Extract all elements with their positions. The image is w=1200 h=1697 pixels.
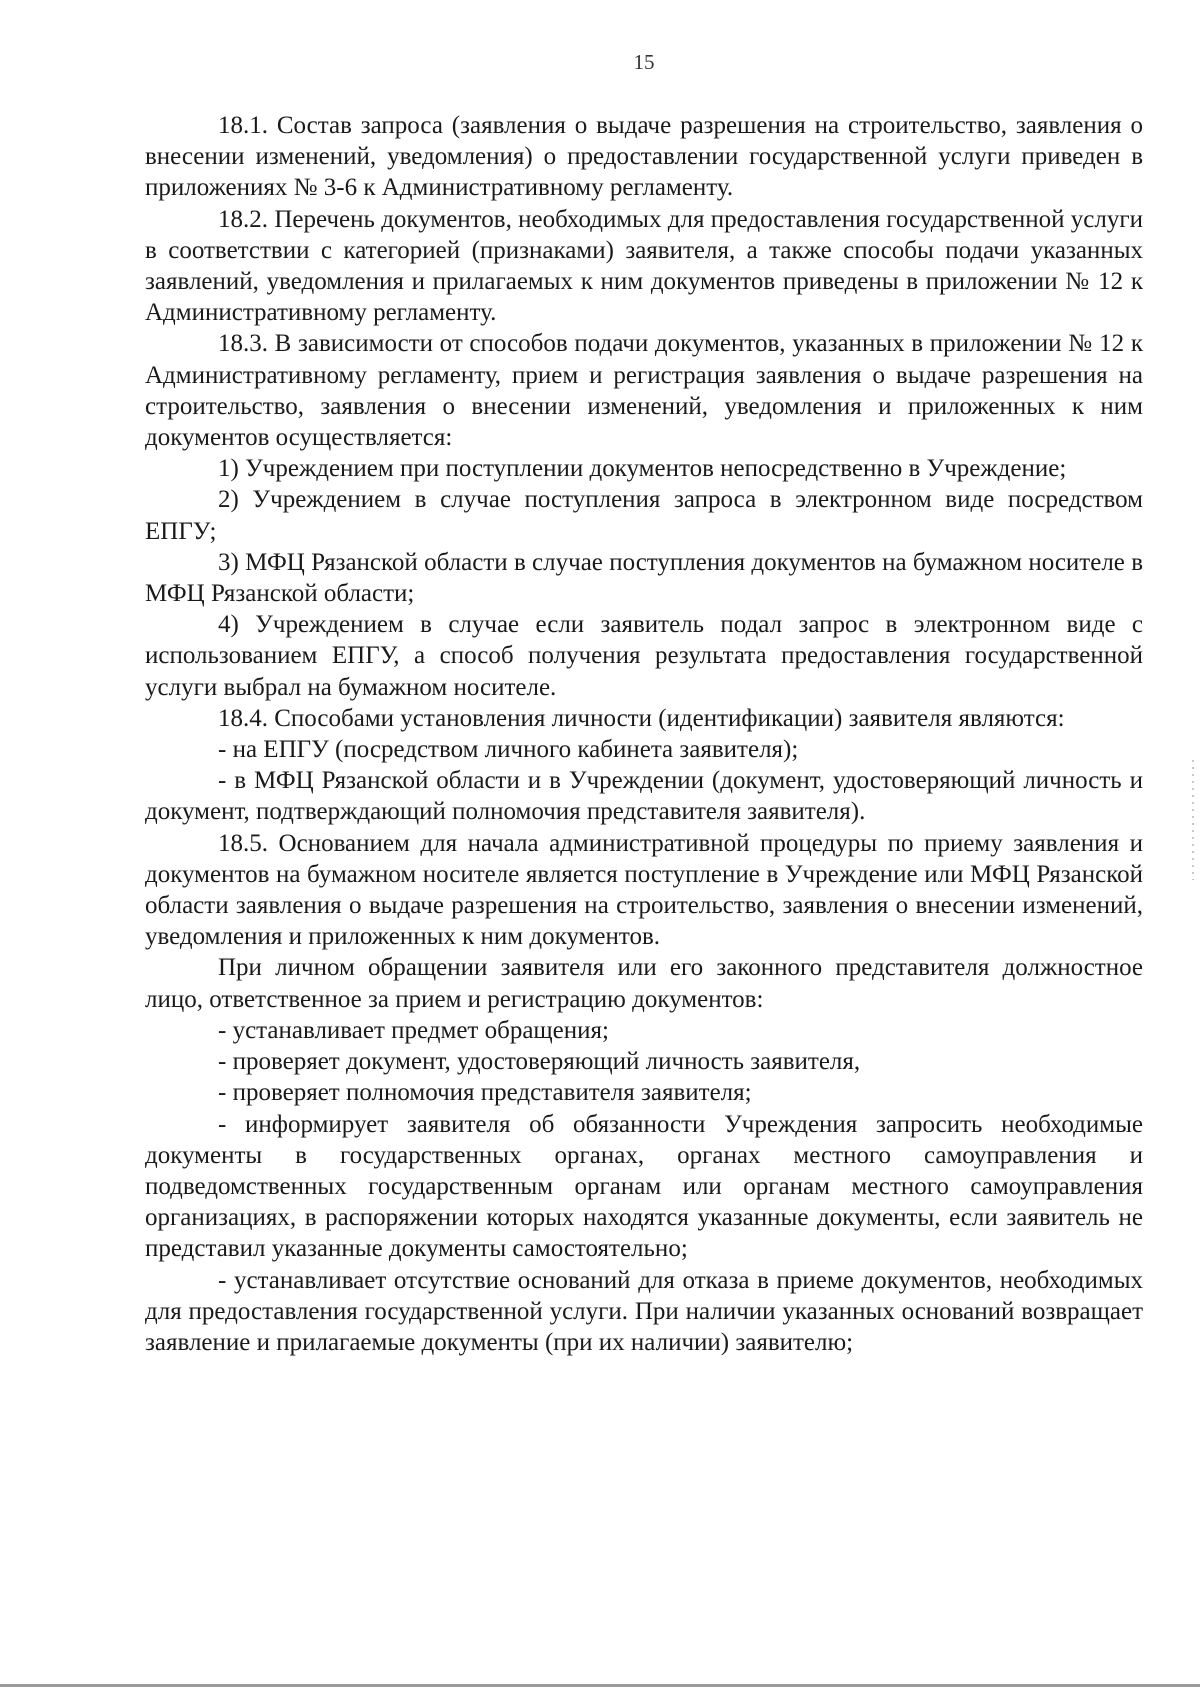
duty-item-grounds: - устанавливает отсутствие оснований для отказа в приеме документов, необходимых для предоставления государственной услуги. При наличии указанных оснований возвращает заявление и прилагаемые документы (при их наличии) заявителю; (145, 1266, 1143, 1356)
duty-item-authority: - проверяет полномочия представителя заявителя; (218, 1079, 752, 1107)
scan-edge-marks (1192, 760, 1194, 880)
list-item-2: 2) Учреждением в случае поступления запроса в электронном виде посредством ЕПГУ; (145, 486, 1143, 545)
paragraph-18-2: 18.2. Перечень документов, необходимых для предоставления государственной услуги в соответствии с категорией (признаками) заявителя, а также способы подачи указанных заявлений, уведомления и прилагаемых к ним документов приведены в приложении № 12 к Административному регламенту. (145, 205, 1143, 327)
duty-item-subject: - устанавливает предмет обращения; (218, 1016, 609, 1044)
paragraph-18-4: 18.4. Способами установления личности (идентификации) заявителя являются: (218, 704, 1065, 732)
paragraph-18-3: 18.3. В зависимости от способов подачи документов, указанных в приложении № 12 к Административному регламенту, прием и регистрация заявления о выдаче разрешения на строительство, заявления о внесении изменений, уведомления и приложенных к ним документов осуществляется: (145, 330, 1143, 452)
paragraph-18-5: 18.5. Основанием для начала административной процедуры по приему заявления и документов на бумажном носителе является поступление в Учреждение или МФЦ Рязанской области заявления о выдаче разрешения на строительство, заявления о внесении изменений, уведомления и приложенных к ним документов. (145, 829, 1143, 951)
identification-item-mfc: - в МФЦ Рязанской области и в Учреждении (документ, удостоверяющий личность и документ, подтверждающий полномочия представителя заявителя). (145, 767, 1143, 826)
list-item-4: 4) Учреждением в случае если заявитель подал запрос в электронном виде с использованием ЕПГУ, а способ получения результата предоставления государственной услуги выбрал на бумажном носителе. (145, 611, 1143, 701)
paragraph-personal-visit: При личном обращении заявителя или его законного представителя должностное лицо, ответственное за прием и регистрацию документов: (145, 954, 1143, 1013)
duty-item-identity: - проверяет документ, удостоверяющий личность заявителя, (218, 1048, 861, 1076)
scan-bottom-edge (0, 1684, 1200, 1687)
list-item-1: 1) Учреждением при поступлении документов непосредственно в Учреждение; (218, 455, 1067, 483)
document-body (145, 110, 1143, 1358)
identification-item-epgu: - на ЕПГУ (посредством личного кабинета заявителя); (218, 736, 799, 764)
list-item-3: 3) МФЦ Рязанской области в случае поступления документов на бумажном носителе в МФЦ Рязанской области; (145, 548, 1143, 608)
page-number: 15 (633, 50, 655, 74)
paragraph-18-1: 18.1. Состав запроса (заявления о выдаче разрешения на строительство, заявления о внесении изменений, уведомления) о предоставлении государственной услуги приведен в приложениях № 3-6 к Административному регламенту. (145, 112, 1143, 202)
duty-item-inform: - информирует заявителя об обязанности Учреждения запросить необходимые документы в государственных органах, органах местного самоуправления и подведомственных государственным органам или органам местного самоуправления организациях, в распоряжении которых находятся указанные документы, если заявитель не представил указанные документы самостоятельно; (145, 1110, 1143, 1263)
